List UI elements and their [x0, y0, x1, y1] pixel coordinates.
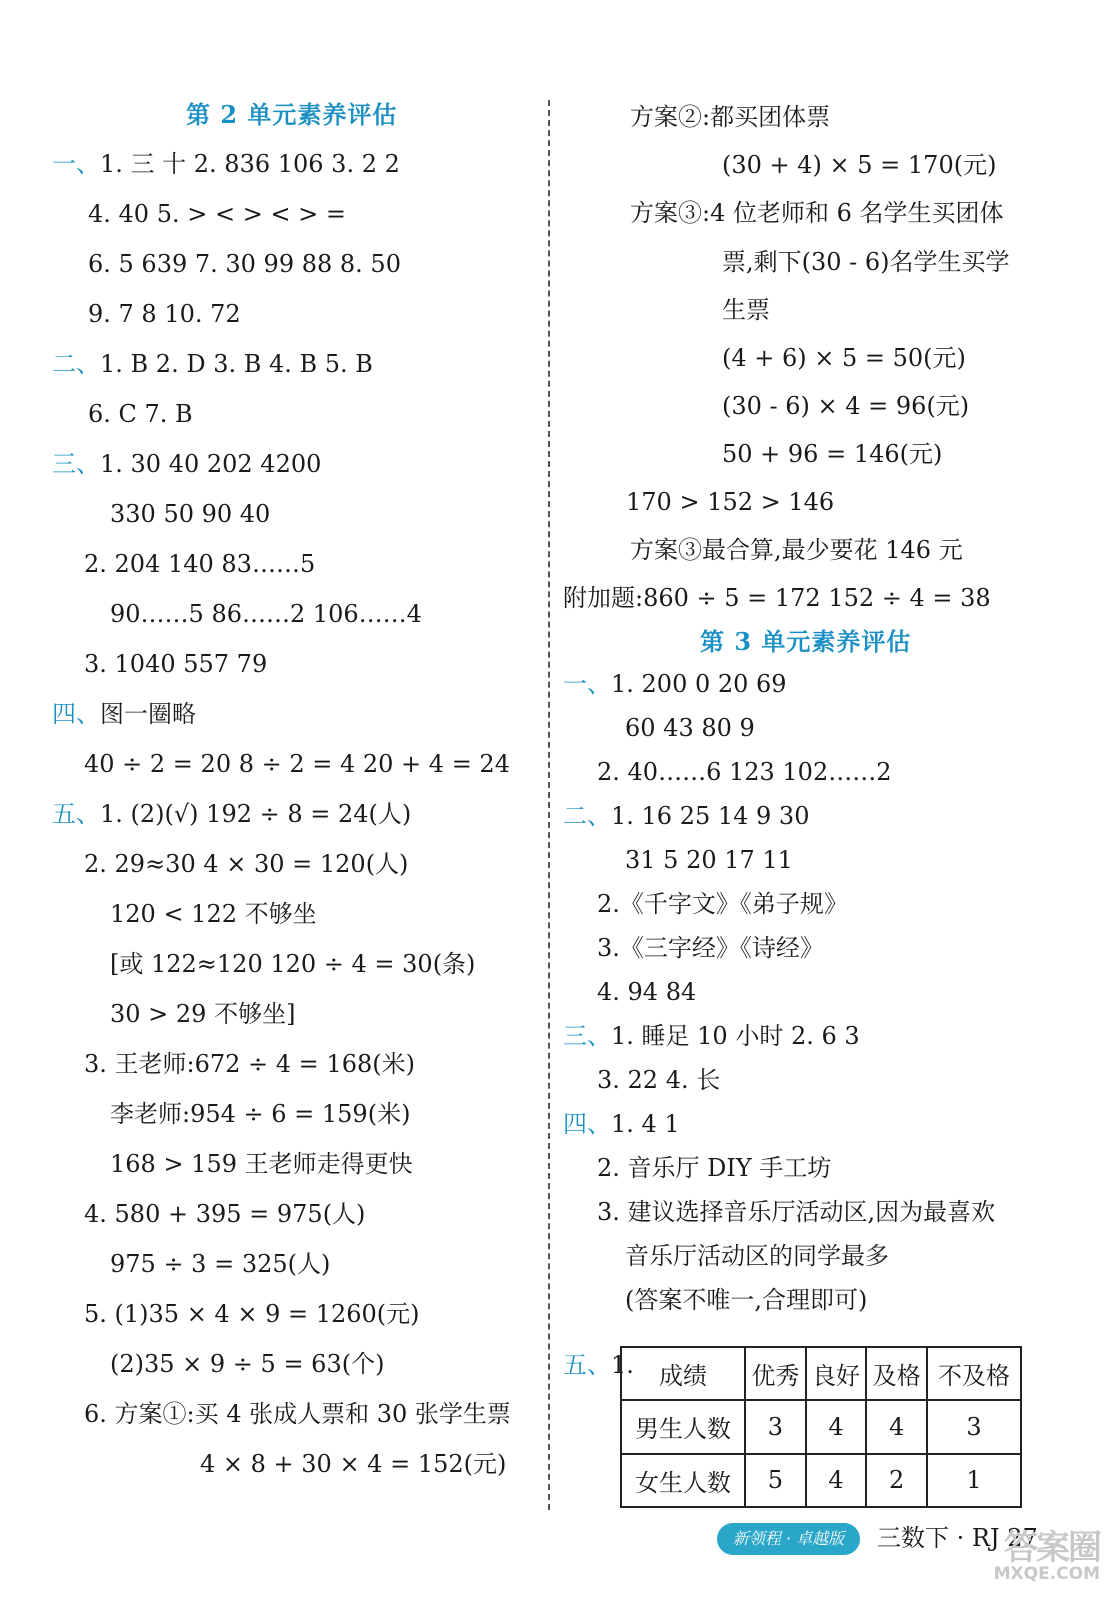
answer-line: 方案③最合算,最少要花 146 元: [630, 536, 963, 564]
answer-line: 6. 5 639 7. 30 99 88 8. 50: [88, 250, 401, 278]
unit3-header: 第 3 单元素养评估: [700, 627, 912, 656]
section-number: 四、: [52, 700, 100, 728]
answer-line: 4. 580 + 395 = 975(人): [84, 1200, 366, 1228]
answer-line: 方案②:都买团体票: [630, 103, 831, 131]
answer-line: 50 + 96 = 146(元): [722, 440, 943, 468]
watermark-url: MXQE.COM: [993, 1564, 1100, 1584]
section-number: 三、: [563, 1022, 611, 1050]
answer-line: 附加题:860 ÷ 5 = 172 152 ÷ 4 = 38: [563, 584, 991, 612]
table-header-cell: 及格: [866, 1347, 927, 1400]
table-cell: 男生人数: [621, 1400, 745, 1453]
column-divider: [548, 100, 550, 1510]
answer-line: [或 122≈120 120 ÷ 4 = 30(条): [110, 950, 476, 978]
answer-line: (30 - 6) × 4 = 96(元): [722, 392, 970, 420]
answer-line: 音乐厅活动区的同学最多: [625, 1242, 889, 1270]
answer-line: 120 < 122 不够坐: [110, 900, 317, 928]
score-table: [620, 1346, 1022, 1508]
answer-line: 60 43 80 9: [625, 714, 755, 742]
table-cell: 4: [866, 1400, 927, 1453]
unit2-header: 第 2 单元素养评估: [186, 100, 398, 129]
answer-line: 5. (1)35 × 4 × 9 = 1260(元): [84, 1300, 420, 1328]
series-badge: 新领程 · 卓越版: [717, 1523, 860, 1555]
answer-line: 975 ÷ 3 = 325(人): [110, 1250, 331, 1278]
answer-line: 2.《千字文》《弟子规》: [597, 890, 848, 918]
answer-line: 李老师:954 ÷ 6 = 159(米): [110, 1100, 411, 1128]
table-row: [621, 1454, 1021, 1507]
answer-line: 生票: [722, 296, 770, 324]
answer-line: 90……5 86……2 106……4: [110, 600, 422, 628]
answer-line: (4 + 6) × 5 = 50(元): [722, 344, 966, 372]
answer-line: 四、1. 4 1: [563, 1110, 680, 1138]
answer-line: 四、图一圈略: [52, 700, 196, 728]
answer-line: 3. 王老师:672 ÷ 4 = 168(米): [84, 1050, 415, 1078]
answer-line: 3. 建议选择音乐厅活动区,因为最喜欢: [597, 1198, 996, 1226]
answer-line: 方案③:4 位老师和 6 名学生买团体: [630, 199, 1004, 227]
answer-line: 3. 1040 557 79: [84, 650, 268, 678]
section-number: 二、: [52, 350, 100, 378]
answer-line: 6. 方案①:买 4 张成人票和 30 张学生票: [84, 1400, 511, 1428]
section-number: 五、: [52, 800, 100, 828]
answer-line: 3.《三字经》《诗经》: [597, 934, 824, 962]
answer-line: 五、1. (2)(√) 192 ÷ 8 = 24(人): [52, 800, 412, 828]
watermark-logo-text: 答案圈: [1004, 1528, 1100, 1568]
section-number: 一、: [563, 670, 611, 698]
section-number: 四、: [563, 1110, 611, 1138]
answer-line: 330 50 90 40: [110, 500, 271, 528]
answer-line: 30 > 29 不够坐]: [110, 1000, 296, 1028]
table-header-cell: 良好: [806, 1347, 867, 1400]
section-number: 五、: [563, 1351, 611, 1379]
answer-line: 3. 22 4. 长: [597, 1066, 721, 1094]
answer-line: 40 ÷ 2 = 20 8 ÷ 2 = 4 20 + 4 = 24: [84, 750, 510, 778]
answer-line: 五、1.: [563, 1351, 634, 1379]
table-header-cell: 优秀: [745, 1347, 806, 1400]
table-cell: 4: [806, 1400, 867, 1453]
answer-line: 一、1. 200 0 20 69: [563, 670, 787, 698]
page-number: 三数下 · RJ 27: [877, 1524, 1038, 1552]
answer-line: 2. 29≈30 4 × 30 = 120(人): [84, 850, 409, 878]
table-header-cell: 成绩: [621, 1347, 745, 1400]
table-cell: 1: [927, 1454, 1021, 1507]
section-number: 二、: [563, 802, 611, 830]
site-watermark: [955, 1520, 1105, 1590]
answer-line: 三、1. 30 40 202 4200: [52, 450, 322, 478]
answer-line: 二、1. B 2. D 3. B 4. B 5. B: [52, 350, 373, 378]
section-number: 一、: [52, 150, 100, 178]
answer-line: 票,剩下(30 - 6)名学生买学: [722, 248, 1010, 276]
answer-line: 三、1. 睡足 10 小时 2. 6 3: [563, 1022, 860, 1050]
table-cell: 3: [927, 1400, 1021, 1453]
table-cell: 2: [866, 1454, 927, 1507]
table-cell: 4: [806, 1454, 867, 1507]
answer-line: (答案不唯一,合理即可): [625, 1286, 868, 1314]
answer-line: 二、1. 16 25 14 9 30: [563, 802, 810, 830]
table-cell: 3: [745, 1400, 806, 1453]
answer-line: 2. 40……6 123 102……2: [597, 758, 892, 786]
answer-line: 6. C 7. B: [88, 400, 193, 428]
section-number: 三、: [52, 450, 100, 478]
answer-line: 170 > 152 > 146: [626, 488, 835, 516]
answer-line: 31 5 20 17 11: [625, 846, 793, 874]
answer-line: 168 > 159 王老师走得更快: [110, 1150, 413, 1178]
answer-line: 2. 音乐厅 DIY 手工坊: [597, 1154, 832, 1182]
table-cell: 女生人数: [621, 1454, 745, 1507]
table-header-cell: 不及格: [927, 1347, 1021, 1400]
answer-line: 4. 94 84: [597, 978, 697, 1006]
answer-line: 9. 7 8 10. 72: [88, 300, 241, 328]
answer-line: 一、1. 三 十 2. 836 106 3. 2 2: [52, 150, 400, 178]
answer-line: (2)35 × 9 ÷ 5 = 63(个): [110, 1350, 385, 1378]
answer-line: 4 × 8 + 30 × 4 = 152(元): [200, 1450, 507, 1478]
answer-line: 4. 40 5. > < > < > =: [88, 200, 347, 228]
table-cell: 5: [745, 1454, 806, 1507]
answer-line: 2. 204 140 83……5: [84, 550, 316, 578]
answer-line: (30 + 4) × 5 = 170(元): [722, 151, 997, 179]
table-header-row: [621, 1347, 1021, 1400]
table-row: [621, 1400, 1021, 1453]
